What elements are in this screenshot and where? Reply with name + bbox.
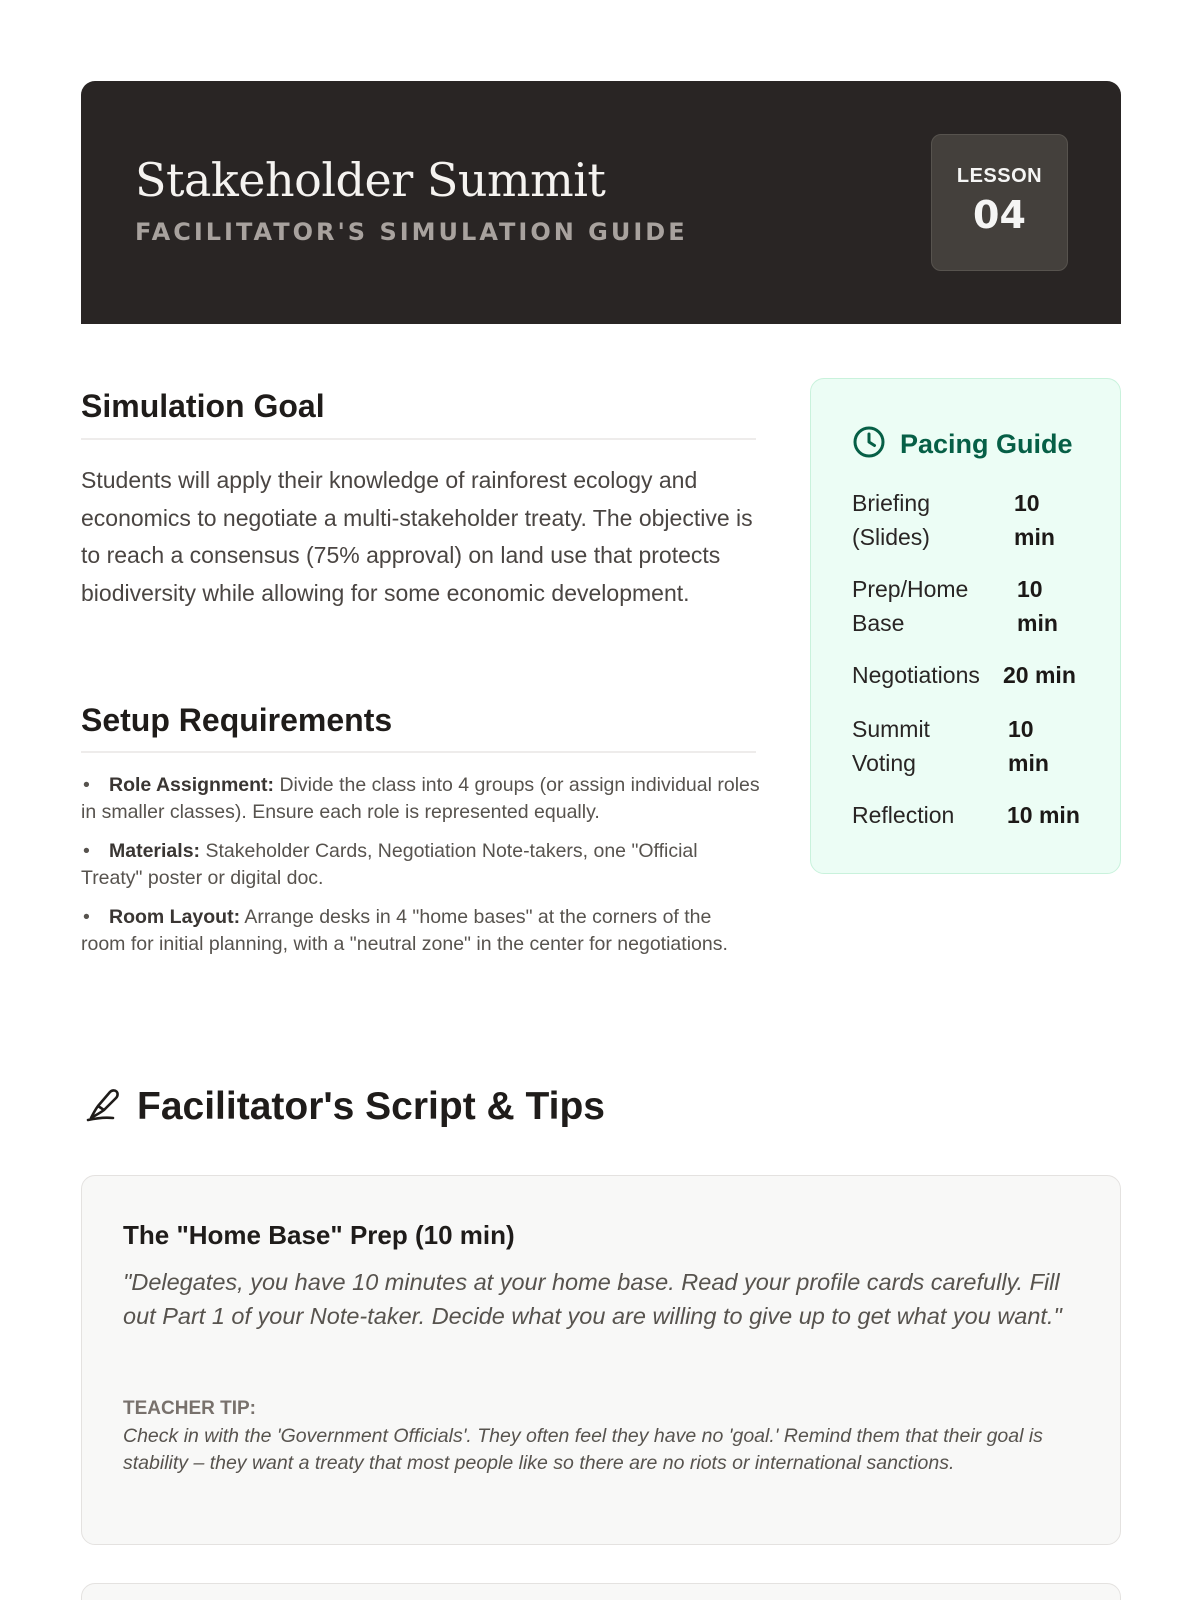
pacing-row-label: Negotiations [852,662,980,688]
list-item-label: Materials: [109,840,201,862]
script-heading: Facilitator's Script & Tips [137,1084,605,1128]
list-item-text: Divide the class into 4 groups (or assign individual roles in smaller classes). Ensure each role is represented equally. [81,774,760,823]
pacing-row-label: Reflection [852,802,955,828]
list-item: • Room Layout: Arrange desks in 4 "home bases" at the corners of the room for initial planning, with a "neutral zone" in the center for negotiations. [81,906,728,955]
goal-heading: Simulation Goal [81,388,325,424]
pacing-row-label: Prep/Home Base [852,576,969,636]
clock-icon [852,425,886,464]
goal-divider [81,438,756,440]
page-subtitle: FACILITATOR'S SIMULATION GUIDE [135,218,688,246]
pacing-row [852,486,1055,554]
list-item-text: Stakeholder Cards, Negotiation Note-takers, one "Official Treaty" poster or digital doc. [81,840,698,889]
lesson-number: 04 [973,193,1026,237]
list-item: • Role Assignment: Divide the class into 4 groups (or assign individual roles in smaller classes). Ensure each role is represented equally. [81,774,760,823]
script-card-next [81,1583,1121,1600]
pacing-row-value: 10 min [1017,576,1058,636]
pacing-row-value: 10 min [1007,802,1080,828]
pacing-guide-header [852,425,1073,464]
page-title: Stakeholder Summit [135,153,606,207]
pacing-guide-title: Pacing Guide [900,429,1073,459]
setup-divider [81,751,756,753]
pacing-row [852,712,1049,780]
script-card [81,1175,1121,1545]
setup-heading: Setup Requirements [81,702,393,738]
script-card-title: The "Home Base" Prep (10 min) [123,1220,515,1250]
pen-icon [83,1084,123,1129]
pacing-row [852,658,1076,692]
script-quote: "Delegates, you have 10 minutes at your home base. Read your profile cards carefully. Fill out Part 1 of your Note-taker. Decide what you are willing to give up to get what you want." [123,1269,1062,1329]
pacing-row-value: 20 min [1003,662,1076,688]
pacing-guide-panel [810,378,1121,874]
pacing-row-label: Briefing (Slides) [852,490,930,550]
pacing-row [852,798,1080,832]
setup-list [81,772,761,970]
pacing-row [852,572,1058,640]
list-item-label: Role Assignment: [109,774,275,796]
pacing-row-label: Summit Voting [852,716,930,776]
pacing-row-value: 10 min [1008,716,1049,776]
lesson-badge [931,134,1068,271]
teacher-tip-label: TEACHER TIP: [123,1398,256,1419]
script-header [83,1084,605,1129]
pacing-row-value: 10 min [1014,490,1055,550]
goal-text: Students will apply their knowledge of rainforest ecology and economics to negotiate a multi-stakeholder treaty. The objective is to reach a consensus (75% approval) on land use that protects biodiversity while allowing for some economic development. [81,467,753,606]
page-header [81,81,1121,324]
list-item-text: Arrange desks in 4 "home bases" at the corners of the room for initial planning, with a "neutral zone" in the center for negotiations. [81,906,728,955]
lesson-label: LESSON [956,165,1043,187]
teacher-tip-text: Check in with the 'Government Officials'. They often feel they have no 'goal.' Remind them that their goal is stability – they want a treaty that most people like so there are no riots or international sanctions. [123,1425,1043,1474]
list-item-label: Room Layout: [109,906,241,928]
list-item: • Materials: Stakeholder Cards, Negotiation Note-takers, one "Official Treaty" poster or digital doc. [81,840,698,889]
